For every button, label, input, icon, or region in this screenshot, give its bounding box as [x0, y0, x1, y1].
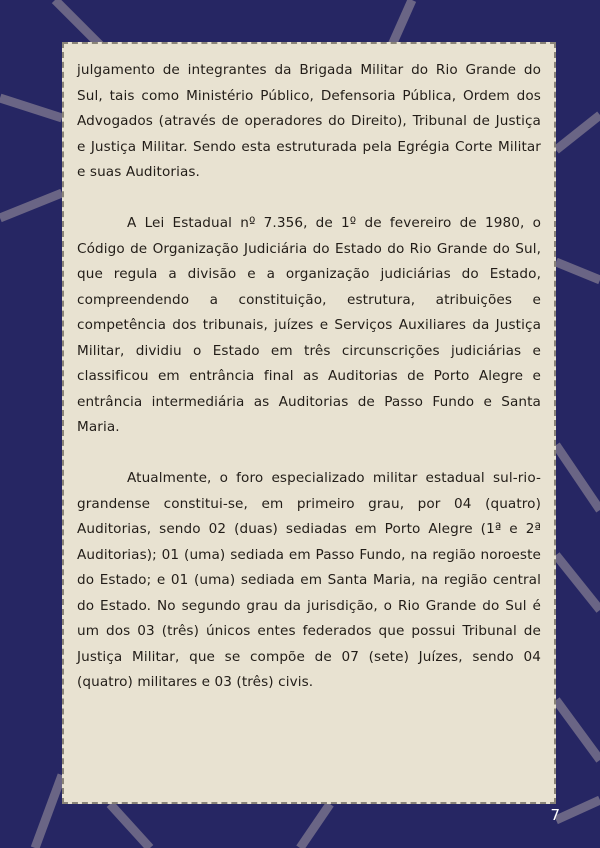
- paragraph-3: Atualmente, o foro especializado militar estadual sul-rio-grandense constitui-se, em primeiro grau, por 04 (quatro) Auditorias, sendo 02 (duas) sediadas em Porto Alegre (1ª e 2ª Auditorias); 01 (uma) sediada em Passo Fundo, na região noroeste do Estado; e 01 (uma) sediada em Santa Maria, na região central do Estado. No segundo grau da jurisdição, o Rio Grande do Sul é um dos 03 (três) únicos entes federados que possui Tribunal de Justiça Militar, que se compõe de 07 (sete) Juízes, sendo 04 (quatro) militares e 03 (três) civis.: [77, 470, 541, 690]
- page-number: 7: [550, 806, 560, 824]
- bg-line: [556, 555, 600, 610]
- bg-line: [300, 804, 330, 848]
- bg-line: [556, 700, 600, 760]
- bg-line: [0, 98, 62, 118]
- bg-line: [392, 0, 412, 45]
- bg-line: [556, 115, 600, 150]
- bg-line: [556, 262, 600, 280]
- bg-line: [110, 804, 150, 848]
- document-page: [62, 42, 556, 804]
- paragraph-2: A Lei Estadual nº 7.356, de 1º de fevereiro de 1980, o Código de Organização Judiciária do Estado do Rio Grande do Sul, que regula a divisão e a organização judiciárias do Estado, compreendendo a constituição, estrutura, atribuições e competência dos tribunais, juízes e Serviços Auxiliares da Justiça Militar, dividiu o Estado em três circunscrições judiciárias e classificou em entrância final as Auditorias de Porto Alegre e entrância intermediária as Auditorias de Passo Fundo e Santa Maria.: [77, 215, 541, 435]
- bg-line: [556, 445, 600, 510]
- bg-line: [556, 800, 600, 820]
- bg-line: [0, 193, 62, 218]
- paragraph-1: julgamento de integrantes da Brigada Militar do Rio Grande do Sul, tais como Ministério Público, Defensoria Pública, Ordem dos Advogados (através de operadores do Direito), Tribunal de Justiça e Justiça Militar. Sendo esta estruturada pela Egrégia Corte Militar e suas Auditorias.: [77, 62, 541, 180]
- bg-line: [35, 775, 62, 848]
